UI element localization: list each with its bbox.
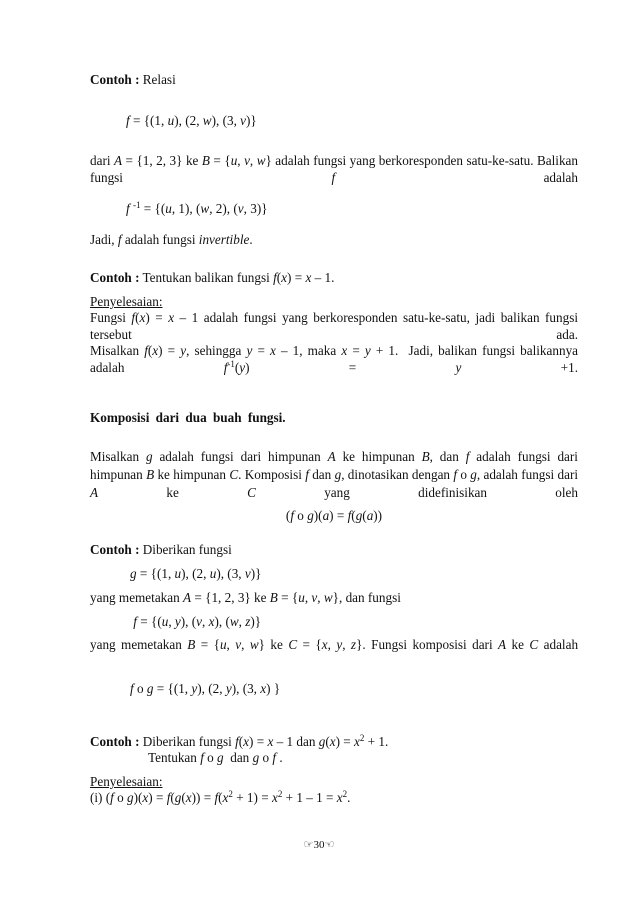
example-label: Contoh :: [90, 542, 140, 557]
left-hand-icon: ☞: [303, 839, 314, 851]
page-number: 30: [313, 839, 325, 851]
section-heading: Komposisi dari dua buah fungsi.: [90, 410, 286, 425]
relation-f: f = {(1, u), (2, w), (3, v)}: [126, 113, 257, 128]
example-4-task: Tentukan f o g dan g o f .: [148, 750, 283, 765]
solution-label-2: Penyelesaian:: [90, 774, 163, 789]
example-1-title: [90, 72, 578, 89]
inverse-relation: f $^{-1}$ = {(u, 1), (w, 2), (v, 3)}: [126, 200, 268, 216]
f-definition: f = {(u, y), (v, x), (w, z)}: [133, 614, 262, 629]
solution-step-1: (i) (f o $g)(x) = f(g(x)) = f(x^2 + 1) = x^2 + 1 - 1 = x^2$.: [90, 789, 351, 805]
example-2-title: Contoh : Tentukan balikan fungsi f(x) = x – 1.: [90, 270, 335, 285]
invertible-conclusion: Jadi, f adalah fungsi invertible.: [90, 232, 253, 247]
composition-paragraph: Misalkan g adalah fungsi dari himpunan A ke himpunan B, dan f adalah fungsi dari himpunan B ke himpunan C. Komposisi f dan g, dinotasikan dengan f o g, adalah fungsi dari A ke C yang didefinisikan oleh: [90, 449, 579, 500]
fog-result: f o g = {(1, y), (2, y), (3, x) }: [130, 681, 281, 696]
solution-text-1: Fungsi f(x) = x – 1 adalah fungsi yang berkoresponden satu-ke-satu, jadi balikan fungsi tersebut ada.: [90, 310, 578, 342]
example-3-title: Contoh : Diberikan fungsi: [90, 542, 232, 557]
example-title-text: Relasi: [139, 72, 176, 87]
solution-label: Penyelesaian:: [90, 294, 163, 309]
g-definition: g = {(1, u), (2, u), (3, v)}: [130, 566, 262, 581]
example-label: Contoh :: [90, 270, 140, 285]
f-mapping: yang memetakan B = {u, v, w} ke C = {x, y, z}. Fungsi komposisi dari A ke C adalah: [90, 637, 579, 652]
g-mapping: yang memetakan A = {1, 2, 3} ke B = {u, v, w}, dan fungsi: [90, 590, 401, 605]
composition-formula: (f o g)(a) = f(g(a)): [285, 508, 383, 523]
right-hand-icon: ☜: [324, 839, 335, 851]
example-label: Contoh :: [90, 734, 140, 749]
relation-description: dari A = {1, 2, 3} ke B = {u, v, w} adalah fungsi yang berkoresponden satu-ke-satu. Balikan fungsi f adalah: [90, 153, 578, 185]
page-footer: [0, 838, 638, 851]
example-4-title: Contoh : Diberikan fungsi f(x) = x – 1 dan $g(x) = x^2 + 1$.: [90, 733, 389, 749]
solution-text-2: Misalkan f(x) = y, sehingga y = x – 1, maka x = y + 1. Jadi, balikan fungsi balikannya adalah $f^{-1}(y) = y +1$.: [90, 343, 579, 375]
example-label: Contoh :: [90, 72, 140, 87]
